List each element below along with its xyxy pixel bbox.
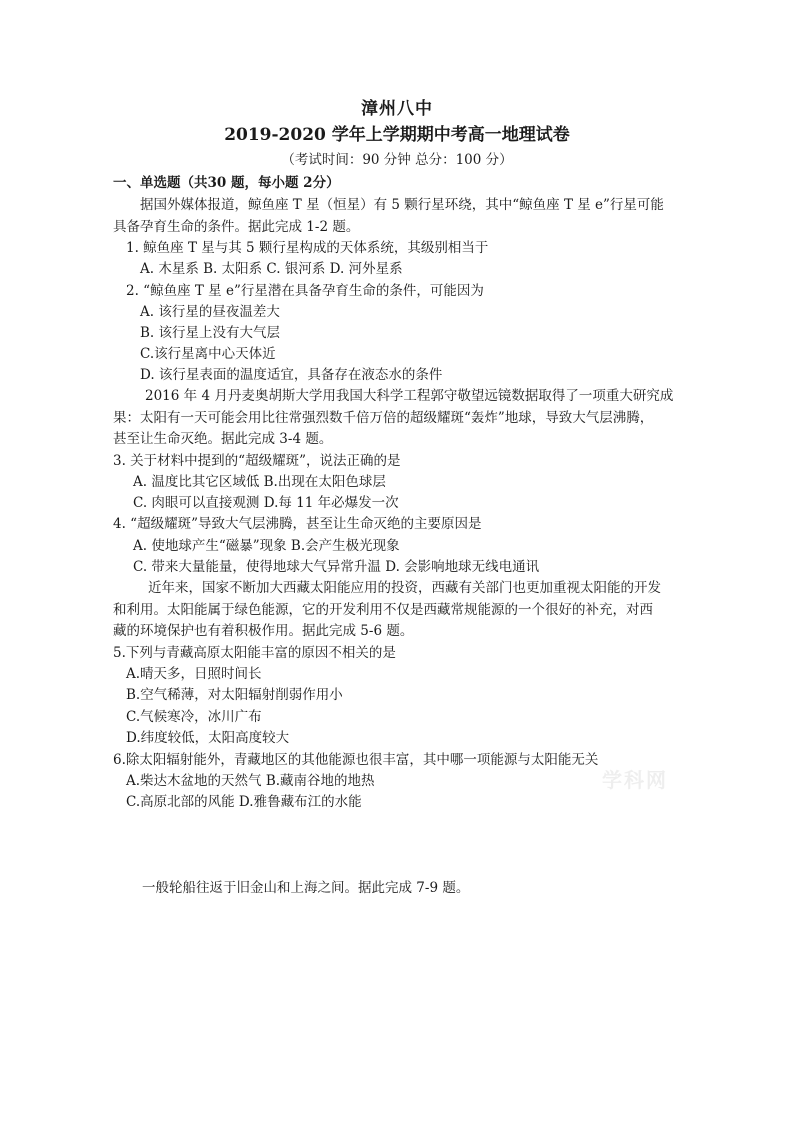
question-3-options: A. 温度比其它区域低 B.出现在太阳色球层 xyxy=(133,474,386,490)
question-1: 1. 鲸鱼座 T 星与其 5 颗行星构成的天体系统，其级别相当于 xyxy=(126,240,489,256)
passage-2: 果：太阳有一天可能会用比往常强烈数千倍万倍的超级耀斑“轰炸”地球，导致大气层沸腾， xyxy=(113,410,654,426)
passage-3: 和利用。太阳能属于绿色能源，它的开发利用不仅是西藏常规能源的一个很好的补充，对西 xyxy=(113,602,653,618)
passage-2: 2016 年 4 月丹麦奥胡斯大学用我国大科学工程郭守敬望远镜数据取得了一项重大研究成 xyxy=(145,388,674,404)
question-5: 5.下列与青藏高原太阳能丰富的原因不相关的是 xyxy=(113,645,396,661)
option-5d: D.纬度较低，太阳高度较大 xyxy=(126,730,290,746)
question-3-options: C. 肉眼可以直接观测 D.每 11 年必爆发一次 xyxy=(133,495,399,511)
passage-2: 甚至让生命灭绝。据此完成 3-4 题。 xyxy=(113,431,333,447)
question-6-options: C.高原北部的风能 D.雅鲁藏布江的水能 xyxy=(126,794,362,810)
question-4: 4. “超级耀斑”导致大气层沸腾，甚至让生命灭绝的主要原因是 xyxy=(113,516,482,532)
passage-3: 藏的环境保护也有着积极作用。据此完成 5-6 题。 xyxy=(113,623,414,639)
passage-1: 具备孕育生命的条件。据此完成 1-2 题。 xyxy=(113,219,360,235)
option-2d: D. 该行星表面的温度适宜，具备存在液态水的条件 xyxy=(140,367,443,383)
question-4-options: A. 使地球产生“磁暴”现象 B.会产生极光现象 xyxy=(133,538,400,554)
option-5a: A.晴天多，日照时间长 xyxy=(126,666,262,682)
option-2a: A. 该行星的昼夜温差大 xyxy=(140,304,280,320)
option-5b: B.空气稀薄，对太阳辐射削弱作用小 xyxy=(126,687,343,703)
exam-title: 2019-2020 学年上学期期中考高一地理试卷 xyxy=(224,125,570,145)
option-5c: C.气候寒冷，冰川广布 xyxy=(126,709,262,725)
passage-1: 据国外媒体报道，鲸鱼座 T 星（恒星）有 5 颗行星环绕，其中“鲸鱼座 T 星 e”行星可能 xyxy=(140,197,664,213)
watermark: 学科网 xyxy=(602,768,668,792)
question-4-options: C. 带来大量能量，使得地球大气异常升温 D. 会影响地球无线电通讯 xyxy=(133,559,540,575)
exam-info: （考试时间：90 分钟 总分：100 分） xyxy=(281,152,513,168)
section-heading: 一、单选题（共30 题，每小题 2分） xyxy=(113,175,340,191)
school-name: 漳州八中 xyxy=(361,99,433,119)
question-6-options: A.柴达木盆地的天然气 B.藏南谷地的地热 xyxy=(126,773,375,789)
question-3: 3. 关于材料中提到的“超级耀斑”，说法正确的是 xyxy=(113,453,401,469)
option-2b: B. 该行星上没有大气层 xyxy=(140,325,281,341)
question-1-options: A. 木星系 B. 太阳系 C. 银河系 D. 河外星系 xyxy=(140,261,403,277)
passage-4: 一般轮船往返于旧金山和上海之间。据此完成 7-9 题。 xyxy=(142,880,470,896)
passage-3: 近年来，国家不断加大西藏太阳能应用的投资，西藏有关部门也更加重视太阳能的开发 xyxy=(148,580,661,596)
question-6: 6.除太阳辐射能外，青藏地区的其他能源也很丰富，其中哪一项能源与太阳能无关 xyxy=(113,752,599,768)
question-2: 2. “鲸鱼座 T 星 e”行星潜在具备孕育生命的条件，可能因为 xyxy=(126,283,484,299)
option-2c: C.该行星离中心天体近 xyxy=(140,346,276,362)
